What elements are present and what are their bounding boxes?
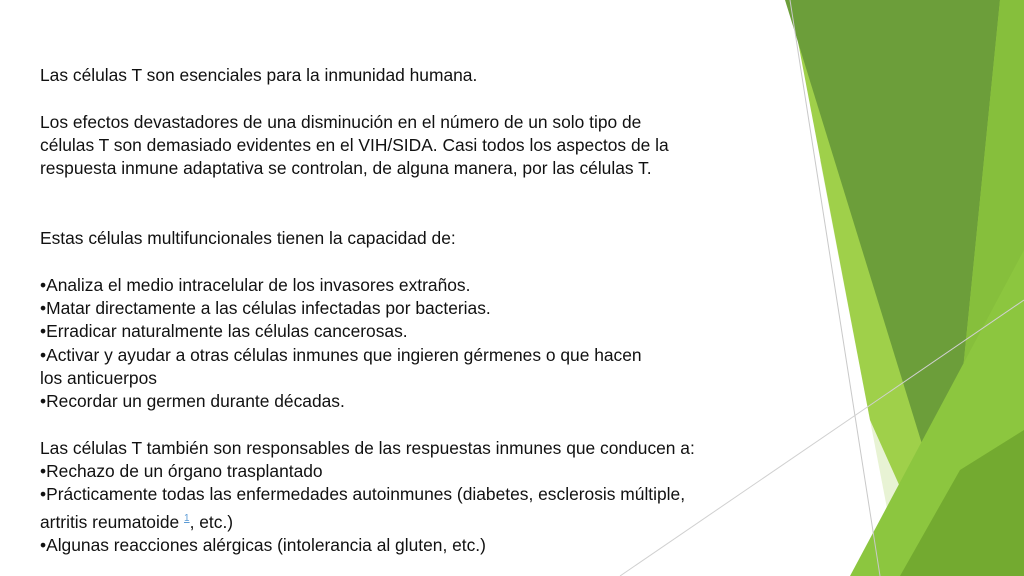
response-item-allergic: •Algunas reacciones alérgicas (intolerancia al gluten, etc.) xyxy=(40,534,486,555)
intro-text: Las células T son esenciales para la inmunidad humana. xyxy=(40,65,478,85)
response-item-autoimmune-2 xyxy=(40,507,780,534)
response-item-autoimmune-1: •Prácticamente todas las enfermedades autoinmunes (diabetes, esclerosis múltiple, xyxy=(40,484,686,505)
autoimmune-text-start: artritis reumatoide xyxy=(40,511,185,532)
effects-line-3: respuesta inmune adaptativa se controlan, de alguna manera, por las células T. xyxy=(40,158,652,179)
slide-body-text xyxy=(40,64,780,557)
reference-link[interactable]: 1 xyxy=(184,512,190,524)
responses-heading: Las células T también son responsables de las respuestas inmunes que conducen a: xyxy=(40,437,695,458)
capacity-item-1: •Analiza el medio intracelular de los invasores extraños. xyxy=(40,274,471,295)
capacity-item-4-continued: los anticuerpos xyxy=(40,367,157,388)
capacity-item-3: •Erradicar naturalmente las células cancerosas. xyxy=(40,321,408,342)
capacity-item-4: •Activar y ayudar a otras células inmunes que ingieren gérmenes o que hacen xyxy=(40,344,642,365)
effects-line-2: células T son demasiado evidentes en el VIH/SIDA. Casi todos los aspectos de la xyxy=(40,134,669,155)
effects-line-1: Los efectos devastadores de una disminución en el número de un solo tipo de xyxy=(40,111,642,132)
autoimmune-text-end: , etc.) xyxy=(189,511,234,532)
capacity-item-5: •Recordar un germen durante décadas. xyxy=(40,391,345,412)
capacity-item-2: •Matar directamente a las células infectadas por bacterias. xyxy=(40,297,491,318)
capacity-heading: Estas células multifuncionales tienen la capacidad de: xyxy=(40,228,456,249)
response-item-rejection: •Rechazo de un órgano trasplantado xyxy=(40,461,323,482)
